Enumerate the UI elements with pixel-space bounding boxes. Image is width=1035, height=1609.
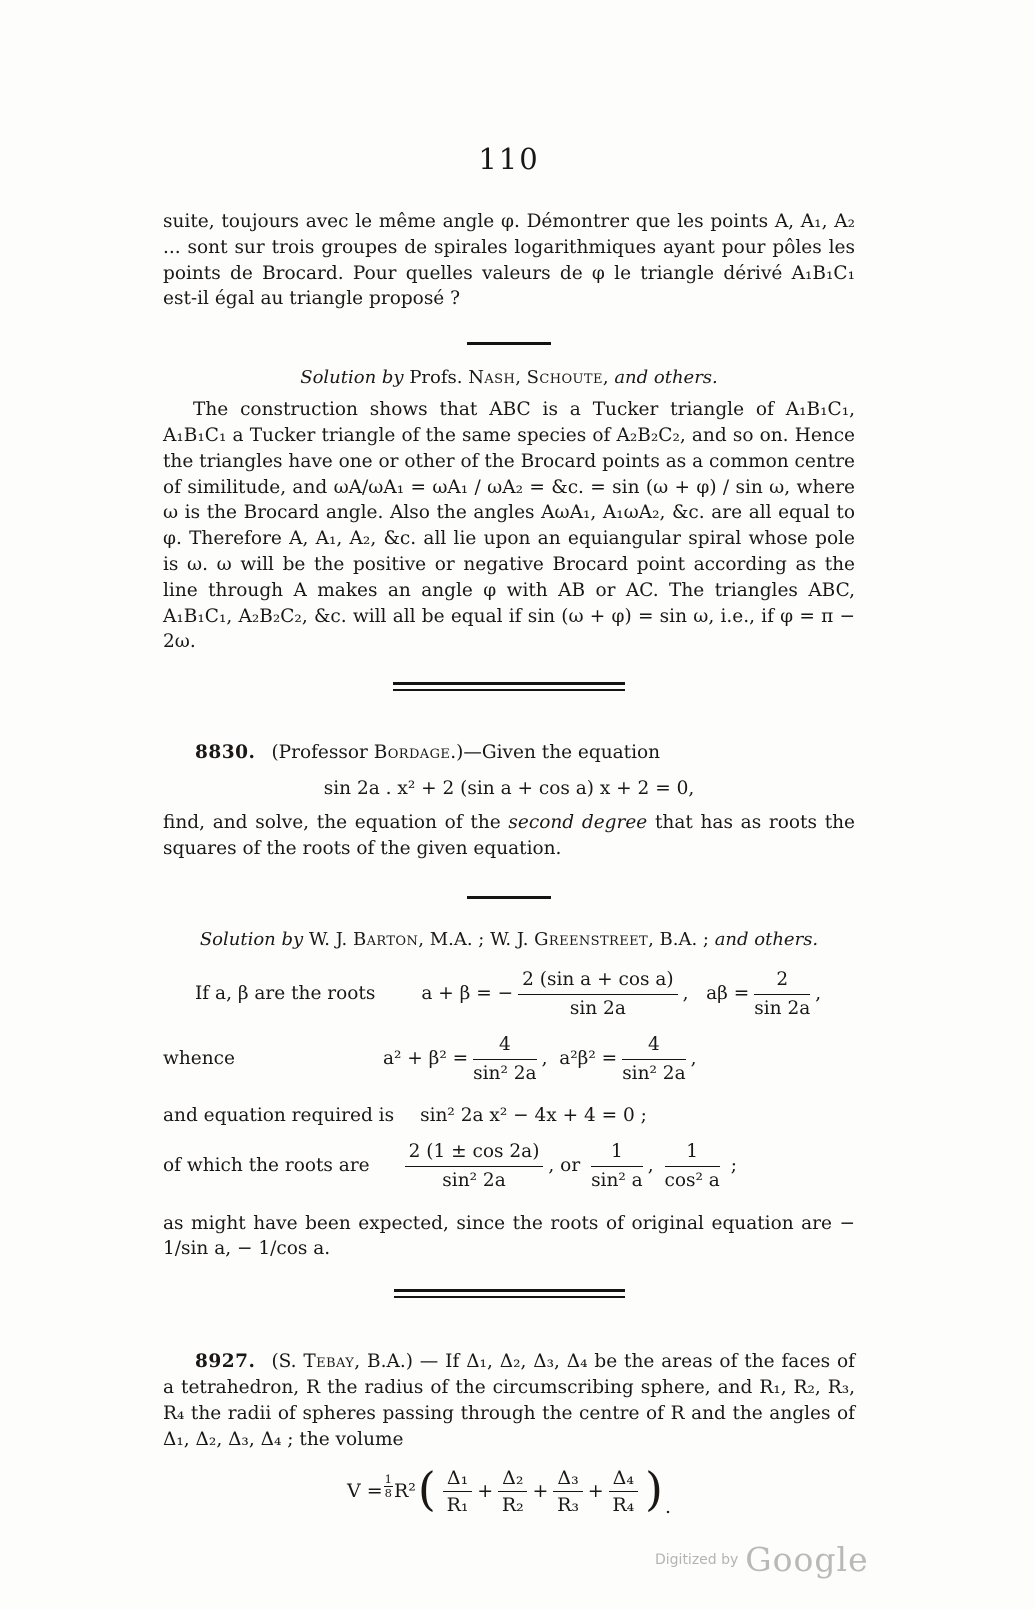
denominator: R₃ [557, 1493, 580, 1516]
divider-bar [393, 689, 625, 692]
solver-degree: , M.A. ; [418, 928, 491, 950]
right-parenthesis: ) [645, 1462, 663, 1517]
watermark-prefix: Digitized by [655, 1551, 739, 1568]
byline-lead: Solution by [199, 928, 309, 950]
math-label: and equation required is [163, 1104, 395, 1126]
byline-lead: Solution by [300, 367, 410, 389]
solver-name: Greenstreet [534, 928, 649, 950]
question-8830-body [163, 810, 855, 862]
fraction [443, 1467, 472, 1516]
double-divider-1 [393, 682, 625, 691]
math-label: If a, β are the roots [195, 983, 376, 1005]
solver-name: Nash [468, 367, 516, 389]
plus-operator: + [587, 1480, 604, 1503]
question-8927 [163, 1349, 855, 1452]
denominator: sin 2a [569, 997, 626, 1019]
numerator: Δ₂ [498, 1467, 527, 1492]
plus-operator: + [532, 1480, 549, 1503]
denominator: R₄ [612, 1493, 635, 1516]
denominator: cos² a [664, 1169, 720, 1191]
equation-8927 [163, 1464, 855, 1518]
numerator: 1 [384, 1471, 392, 1486]
math-operator: a + β = − [421, 983, 514, 1005]
byline-separator: , [602, 367, 615, 389]
fraction [473, 1033, 536, 1086]
section-divider-2 [467, 896, 551, 899]
divider-bar [394, 1296, 625, 1299]
fraction [622, 1033, 685, 1086]
math-operator: a²β² = [559, 1048, 618, 1070]
page-number: 110 [478, 142, 540, 176]
fraction [591, 1140, 643, 1193]
denominator: R₂ [501, 1493, 524, 1516]
denominator: sin² a [591, 1169, 643, 1191]
small-fraction [384, 1471, 393, 1501]
equation-8830: sin 2a . x² + 2 (sin a + cos a) x + 2 = 0, [323, 777, 695, 799]
question-body-text: , B.A.) — If Δ₁, Δ₂, Δ₃, Δ₄ be the areas of the faces of a tetrahedron, R the radius of the circumscribing sphere, and R₁, R₂, R₃, R₄ the radii of spheres passing through the centre of R and the angles of Δ₁, Δ₂, Δ₃, Δ₄ ; the volume [163, 1351, 855, 1450]
math-expression [421, 968, 822, 1019]
question-intro: (S. [271, 1351, 304, 1373]
google-watermark [655, 1540, 869, 1579]
numerator: 1 [591, 1140, 643, 1167]
byline-tail: and others. [614, 367, 718, 389]
solution2-line1 [163, 968, 855, 1021]
denominator: R₁ [446, 1493, 469, 1516]
solver-degree: , B.A. ; [648, 928, 715, 950]
denominator: 8 [384, 1486, 392, 1501]
google-logo: Google [745, 1540, 869, 1579]
punctuation: , [815, 983, 822, 1005]
math-operator: aβ = [706, 983, 750, 1005]
proposer-name: Bordage [373, 742, 451, 764]
math-operator: R² [393, 1480, 416, 1503]
question-8829-continuation: suite, toujours avec le même angle φ. Démontrer que les points A, A₁, A₂ ... sont sur trois groupes de spirales logarithmiques ayant pour pôles les points de Brocard. Pour quelles valeurs de φ le triangle dérivé A₁B₁C₁ est-il égal au triangle proposé ? [163, 211, 855, 310]
fraction [405, 1140, 544, 1193]
solver-initials: W. J. [308, 928, 353, 950]
math-operator: V = [346, 1480, 383, 1503]
section-divider-1 [467, 342, 551, 345]
divider-bar [394, 1289, 625, 1292]
question-number: 8927. [195, 1351, 256, 1373]
solution2-line3 [163, 1104, 855, 1128]
solver-initials: W. J. [490, 928, 535, 950]
denominator: sin² 2a [473, 1062, 537, 1084]
solution1-text: The construction shows that ABC is a Tucker triangle of A₁B₁C₁, A₁B₁C₁ a Tucker triangle of the same species of A₂B₂C₂, and so on. Hence the triangles have one or other of the Brocard points as a common centre of similitude, and ωA/ωA₁ = ωA₁ / ωA₂ = &c. = sin (ω + φ) / sin ω, where ω is the Brocard angle. Also the angles AωA₁, A₁ωA₂, &c. are all equal to φ. Therefore A, A₁, A₂, &c. all lie upon an equiangular spiral whose pole is ω. ω will be the positive or negative Brocard point according as the line through A makes an angle φ with AB or AC. The triangles ABC, A₁B₁C₁, A₂B₂C₂, &c. will all be equal if sin (ω + φ) = sin ω, i.e., if φ = π − 2ω. [163, 399, 856, 653]
fraction [498, 1467, 527, 1516]
question-body-text: that has as roots the squares of the roots of the given equation. [163, 811, 855, 859]
fraction [553, 1467, 582, 1516]
math-expression [382, 1033, 697, 1084]
punctuation: , [682, 983, 689, 1005]
left-parenthesis: ( [417, 1462, 436, 1517]
divider-bar [393, 682, 625, 685]
denominator: sin² 2a [442, 1169, 506, 1191]
proposer-name: Tebay [303, 1351, 355, 1373]
fraction [754, 968, 810, 1021]
text-column [163, 0, 855, 1518]
punctuation: , [690, 1048, 697, 1070]
punctuation: ; [724, 1155, 737, 1177]
denominator: sin² 2a [622, 1062, 686, 1084]
solver-name: Barton [352, 928, 419, 950]
fraction [609, 1467, 638, 1516]
byline-separator: , [515, 367, 527, 389]
numerator: 2 (1 ± cos 2a) [405, 1140, 544, 1167]
byline-profs: Profs. [409, 367, 469, 389]
question-intro-tail: .)—Given the equation [450, 742, 661, 764]
math-expression: sin² 2a x² − 4x + 4 = 0 ; [420, 1104, 647, 1126]
fraction [665, 1140, 720, 1193]
question-number: 8830. [195, 742, 256, 764]
double-divider-2 [394, 1289, 625, 1298]
numerator: 2 [754, 968, 810, 995]
punctuation: , [647, 1155, 654, 1177]
math-label: of which the roots are [163, 1155, 370, 1177]
fraction [518, 968, 678, 1021]
question-intro: (Professor [271, 742, 374, 764]
punctuation: . [664, 1496, 672, 1519]
question-body-text: find, and solve, the equation of the [163, 811, 509, 833]
solution2-byline [163, 929, 855, 950]
numerator: Δ₃ [553, 1467, 582, 1492]
plus-operator: + [477, 1480, 494, 1503]
solution1-byline [163, 367, 855, 388]
math-operator: a² + β² = [382, 1048, 469, 1070]
numerator: 2 (sin a + cos a) [518, 968, 678, 995]
denominator: sin 2a [754, 997, 811, 1019]
question-8830-heading [163, 740, 855, 766]
solution2-line2 [163, 1033, 855, 1086]
solver-name: Schoute [526, 367, 603, 389]
solution2-line4 [163, 1140, 855, 1193]
numerator: 4 [622, 1033, 685, 1060]
punctuation: , [541, 1048, 548, 1070]
numerator: 1 [665, 1140, 720, 1167]
punctuation: , or [548, 1155, 581, 1177]
solution2-closing: as might have been expected, since the roots of original equation are − 1/sin a, − 1/cos a. [163, 1212, 855, 1260]
question-body-emphasis: second degree [508, 811, 648, 833]
math-label: whence [163, 1048, 235, 1070]
numerator: Δ₄ [609, 1467, 638, 1492]
byline-tail: and others. [714, 928, 819, 950]
numerator: Δ₁ [443, 1467, 472, 1492]
numerator: 4 [473, 1033, 536, 1060]
